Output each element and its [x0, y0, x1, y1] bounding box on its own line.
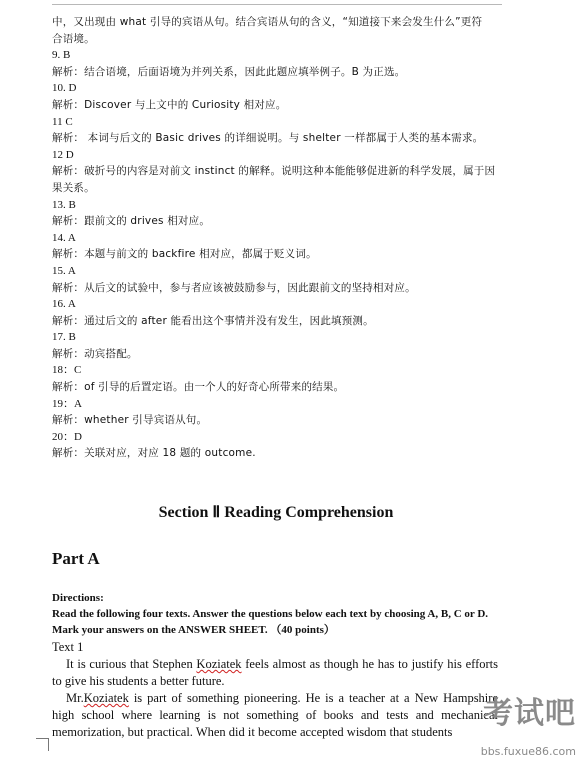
answer-number: 19：A: [52, 397, 82, 410]
answer-explanation: 解析：of 引导的后置定语。由一个人的好奇心所带来的结果。: [52, 381, 345, 394]
answer-number: 17. B: [52, 331, 76, 344]
page-corner-mark: [36, 738, 49, 751]
answer-explanation: 解析： 本词与后文的 Basic drives 的详细说明。与 shelter 一样都属于人类的基本需求。: [52, 132, 484, 145]
part-title: Part A: [52, 549, 100, 568]
paragraph-1: [52, 656, 498, 690]
answer-explanation: 解析：本题与前文的 backfire 相对应，都属于贬义词。: [52, 248, 317, 261]
answer-explanation: 解析：Discover 与上文中的 Curiosity 相对应。: [52, 98, 287, 111]
answer-number: 11 C: [52, 115, 73, 128]
para-text: It is curious that Stephen: [66, 657, 197, 671]
answer-explanation: 解析：跟前文的 drives 相对应。: [52, 215, 211, 228]
answer-explanation: 解析：从后文的试验中，参与者应该被鼓励参与，因此跟前文的坚持相对应。: [52, 281, 416, 294]
text-label: Text 1: [52, 640, 84, 654]
intro-line: 合语境。: [52, 32, 95, 45]
answer-number: 9. B: [52, 49, 71, 62]
answer-number: 12 D: [52, 148, 74, 161]
spellcheck-word: Koziatek: [83, 691, 129, 705]
answer-number: 16. A: [52, 298, 76, 311]
answer-explanation: 解析：whether 引导宾语从句。: [52, 414, 208, 427]
answer-explanation: 解析：动宾搭配。: [52, 347, 138, 360]
para-text: feels almost as though he has to justify his efforts to give his students a better future.: [52, 657, 498, 688]
directions-text: Read the following four texts. Answer the questions below each text by choosing A, B, C or D. Mark your answers on the ANSWER SHEET. （40 points）: [52, 608, 489, 636]
para-text: is part of something pioneering. He is a teacher at a New Hampshire high school where learning is not something of books and tests and mechanical memorization, but practical. When did it become accepted wisdom that students: [52, 691, 498, 739]
directions-label: Directions:: [52, 592, 104, 604]
answer-number: 13. B: [52, 198, 76, 211]
spellcheck-word: Koziatek: [196, 657, 242, 671]
answer-number: 15. A: [52, 264, 76, 277]
answer-number: 14. A: [52, 231, 76, 244]
answer-explanation: 解析：破折号的内容是对前文 instinct 的解释。说明这种本能能够促进新的科学发展，属于因果关系。: [52, 165, 496, 194]
answer-explanation: 解析：通过后文的 after 能看出这个事情并没有发生，因此填预测。: [52, 314, 374, 327]
intro-line: 中，又出现由 what 引导的宾语从句。结合宾语从句的含义，“知道接下来会发生什么”更符: [52, 16, 483, 28]
answer-number: 20：D: [52, 430, 82, 443]
watermark-url: bbs.fuxue86.com: [480, 745, 576, 758]
answer-number: 18：C: [52, 364, 82, 377]
section-title: Section Ⅱ Reading Comprehension: [158, 504, 394, 521]
answer-number: 10. D: [52, 82, 77, 95]
watermark-logo: 考试吧: [483, 696, 576, 731]
answer-explanation: 解析：关联对应，对应 18 题的 outcome.: [52, 447, 256, 460]
paragraph-2: [52, 690, 498, 742]
answer-explanation: 解析：结合语境，后面语境为并列关系，因此此题应填举例子。B 为正选。: [52, 65, 406, 78]
para-text: Mr.: [66, 691, 84, 705]
header-rule: [52, 4, 502, 5]
answer-key: [52, 14, 500, 462]
